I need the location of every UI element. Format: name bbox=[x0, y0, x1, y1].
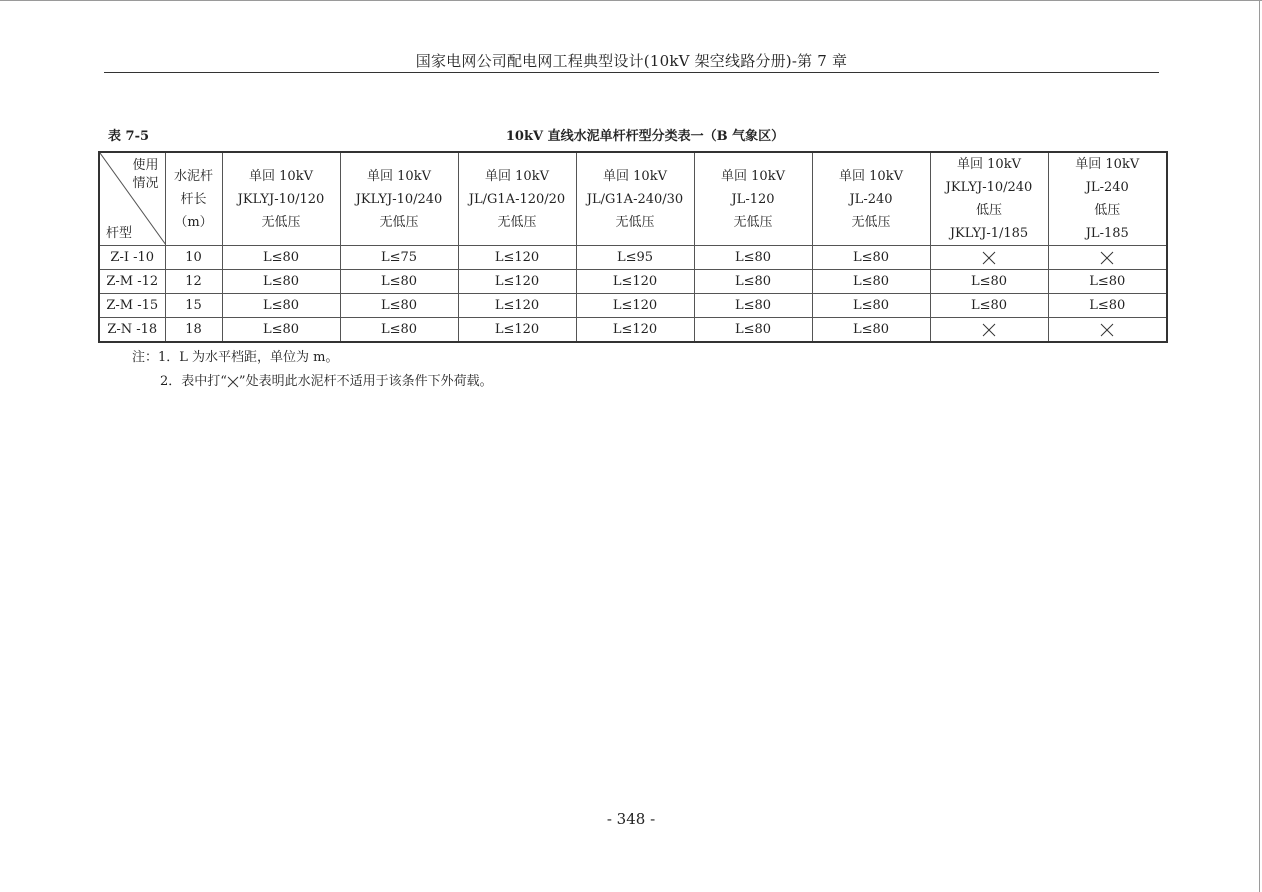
corner-usage-line1: 使用 bbox=[132, 158, 159, 173]
column-header-line2: JL-120 bbox=[731, 191, 775, 207]
column-header-line2: JL-240 bbox=[849, 191, 893, 207]
span-limit-cell: L≤80 bbox=[222, 246, 340, 270]
span-limit-cell: L≤120 bbox=[576, 318, 694, 343]
column-header-line4: JL-185 bbox=[1085, 226, 1129, 241]
span-limit-cell: L≤80 bbox=[694, 318, 812, 343]
page-number: - 348 - bbox=[606, 810, 656, 828]
span-limit-cell: L≤80 bbox=[222, 318, 340, 343]
length-header-cell bbox=[165, 152, 222, 246]
cross-mark-icon bbox=[1100, 251, 1114, 265]
column-header-line2: JKLYJ-10/120 bbox=[237, 191, 325, 207]
table-header-row bbox=[99, 152, 1167, 246]
column-header-line3: 无低压 bbox=[497, 214, 537, 230]
table-body bbox=[99, 246, 1167, 343]
running-header: 国家电网公司配电网工程典型设计(10kV 架空线路分册)-第 7 章 bbox=[415, 52, 848, 70]
page-frame-right bbox=[1259, 0, 1260, 892]
corner-header-cell bbox=[99, 152, 165, 246]
pole-length-cell: 10 bbox=[165, 246, 222, 270]
corner-pole-type-label: 杆型 bbox=[106, 226, 133, 241]
table-row bbox=[99, 246, 1167, 270]
span-limit-cell: L≤80 bbox=[1048, 294, 1167, 318]
corner-usage-label bbox=[132, 157, 158, 193]
span-limit-cell: L≤80 bbox=[694, 294, 812, 318]
table-row bbox=[99, 294, 1167, 318]
column-header bbox=[458, 152, 576, 246]
table-number: 表 7-5 bbox=[108, 129, 150, 144]
cross-mark-icon bbox=[1100, 323, 1114, 337]
span-limit-cell: L≤80 bbox=[812, 294, 930, 318]
span-limit-cell bbox=[1048, 246, 1167, 270]
note-1: 注：1．L 为水平档距，单位为 m。 bbox=[132, 350, 339, 365]
column-header bbox=[694, 152, 812, 246]
column-header-line2: JL/G1A-120/20 bbox=[468, 191, 566, 207]
span-limit-cell: L≤80 bbox=[340, 294, 458, 318]
span-limit-cell: L≤80 bbox=[930, 270, 1048, 294]
note-2 bbox=[132, 370, 493, 394]
pole-type-cell: Z-M -12 bbox=[99, 270, 165, 294]
column-header-line3: 无低压 bbox=[261, 214, 301, 230]
column-header-line1: 单回 10kV bbox=[485, 168, 549, 184]
span-limit-cell: L≤80 bbox=[340, 318, 458, 343]
span-limit-cell: L≤80 bbox=[222, 270, 340, 294]
span-limit-cell: L≤80 bbox=[1048, 270, 1167, 294]
column-header-line3: 无低压 bbox=[379, 214, 419, 230]
column-header-line1: 单回 10kV bbox=[367, 168, 431, 184]
span-limit-cell: L≤120 bbox=[458, 294, 576, 318]
column-header bbox=[222, 152, 340, 246]
column-header bbox=[576, 152, 694, 246]
span-limit-cell: L≤80 bbox=[812, 270, 930, 294]
column-header-line1: 单回 10kV bbox=[721, 168, 785, 184]
span-limit-cell: L≤80 bbox=[340, 270, 458, 294]
span-limit-cell bbox=[930, 246, 1048, 270]
column-header-line3: 低压 bbox=[975, 203, 1002, 218]
column-header-line1: 单回 10kV bbox=[839, 168, 903, 184]
column-header-line4: JKLYJ-1/185 bbox=[949, 226, 1029, 241]
span-limit-cell: L≤120 bbox=[458, 318, 576, 343]
length-header-line3: （m） bbox=[174, 214, 213, 230]
span-limit-cell: L≤80 bbox=[812, 246, 930, 270]
span-limit-cell: L≤80 bbox=[694, 246, 812, 270]
column-header-line1: 单回 10kV bbox=[249, 168, 313, 184]
column-header bbox=[930, 152, 1048, 246]
cross-mark-icon bbox=[982, 251, 996, 265]
span-limit-cell: L≤80 bbox=[694, 270, 812, 294]
span-limit-cell: L≤80 bbox=[930, 294, 1048, 318]
length-header-line1: 水泥杆 bbox=[173, 168, 213, 184]
pole-type-cell: Z-N -18 bbox=[99, 318, 165, 343]
span-limit-cell: L≤120 bbox=[458, 246, 576, 270]
span-limit-cell: L≤120 bbox=[576, 270, 694, 294]
note-2-text-after: ”处表明此水泥杆不适用于该条件下外荷载。 bbox=[238, 374, 493, 389]
span-limit-cell bbox=[930, 318, 1048, 343]
pole-classification-table bbox=[98, 151, 1168, 343]
column-header bbox=[812, 152, 930, 246]
pole-length-cell: 15 bbox=[165, 294, 222, 318]
span-limit-cell: L≤95 bbox=[576, 246, 694, 270]
column-header-line2: JKLYJ-10/240 bbox=[945, 180, 1033, 195]
cross-mark-icon bbox=[982, 323, 996, 337]
span-limit-cell: L≤80 bbox=[222, 294, 340, 318]
corner-usage-line2: 情况 bbox=[132, 176, 159, 191]
column-header-line2: JL-240 bbox=[1085, 180, 1129, 195]
header-rule bbox=[104, 72, 1159, 73]
table-row bbox=[99, 270, 1167, 294]
pole-length-cell: 12 bbox=[165, 270, 222, 294]
span-limit-cell: L≤120 bbox=[458, 270, 576, 294]
span-limit-cell: L≤80 bbox=[812, 318, 930, 343]
column-header-line3: 无低压 bbox=[851, 214, 891, 230]
column-header bbox=[1048, 152, 1167, 246]
length-header-line2: 杆长 bbox=[180, 191, 207, 207]
column-header-line3: 无低压 bbox=[615, 214, 655, 230]
column-header-line1: 单回 10kV bbox=[957, 157, 1021, 172]
cross-mark-icon bbox=[227, 374, 239, 389]
pole-type-cell: Z-M -15 bbox=[99, 294, 165, 318]
column-header-line2: JKLYJ-10/240 bbox=[355, 191, 443, 207]
pole-length-cell: 18 bbox=[165, 318, 222, 343]
span-limit-cell bbox=[1048, 318, 1167, 343]
note-2-text-before: 2．表中打“ bbox=[160, 374, 227, 389]
cross-mark-icon bbox=[227, 376, 239, 388]
column-header-line3: 低压 bbox=[1094, 203, 1121, 218]
column-header-line3: 无低压 bbox=[733, 214, 773, 230]
column-header bbox=[340, 152, 458, 246]
table-title: 10kV 直线水泥单杆杆型分类表一（B 气象区） bbox=[505, 129, 785, 144]
page-frame-top bbox=[0, 0, 1262, 1]
span-limit-cell: L≤75 bbox=[340, 246, 458, 270]
pole-type-cell: Z-I -10 bbox=[99, 246, 165, 270]
column-header-line2: JL/G1A-240/30 bbox=[586, 191, 684, 207]
column-header-line1: 单回 10kV bbox=[1075, 157, 1140, 172]
table-notes bbox=[132, 346, 493, 394]
column-header-line1: 单回 10kV bbox=[603, 168, 667, 184]
table-row bbox=[99, 318, 1167, 343]
span-limit-cell: L≤120 bbox=[576, 294, 694, 318]
